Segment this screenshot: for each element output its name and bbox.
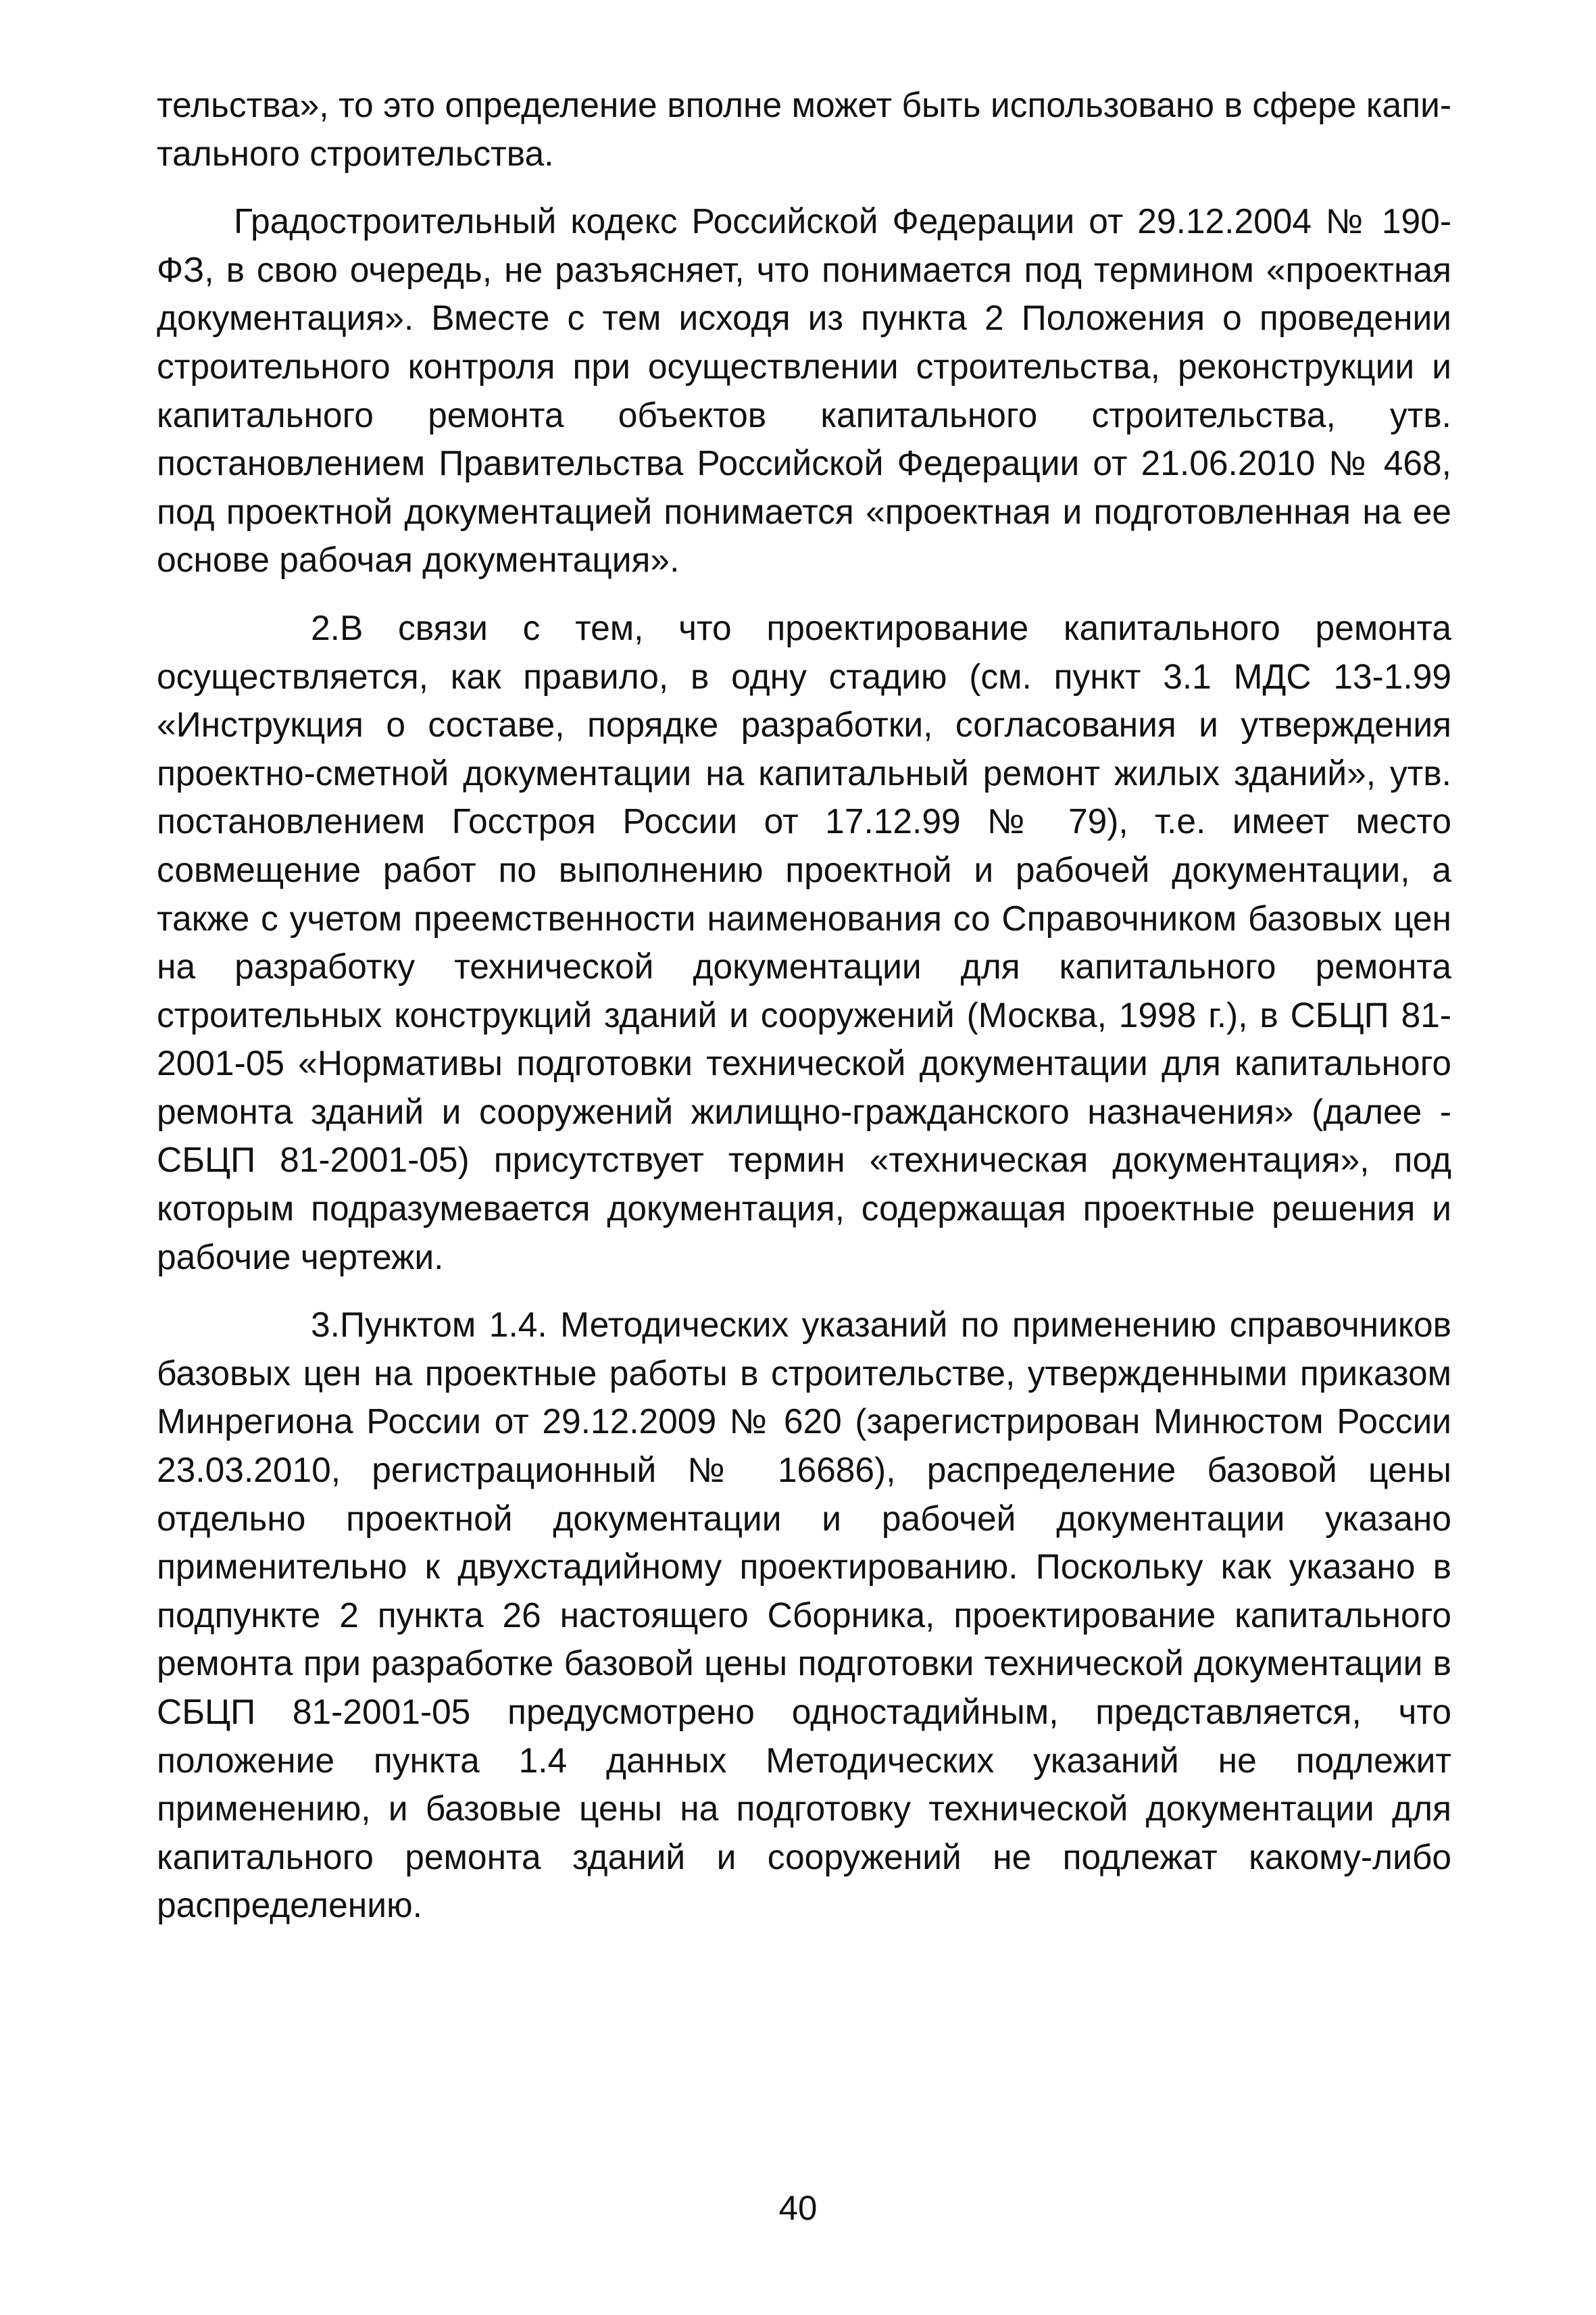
paragraph-text: В связи с тем, что проектирование капитального ремонта осуществляется, как правило, в одну стадию (см. пункт 3.1 МДС 13-1.99 «Инструкция о составе, порядке разработки, согласования и утверждения проектно-сметной документации на капитальный ремонт жилых зданий», утв. постановлением Госстроя России от 17.12.99 № 79), т.е. имеет место совмещение работ по выполнению проектной и рабочей документации, а также с учетом преемственности наименования со Справочником базовых цен на разработку технической документации для капитального ремонта строительных конструкций зданий и сооружений (Москва, 1998 г.), в СБЦП 81-2001-05 «Нормативы подготовки технической документации для капитального ремонта зданий и сооружений жилищно-гражданского назначения» (далее - СБЦП 81-2001-05) присутствует термин «техническая документация», под которым подразумевается документация, содержащая проектные решения и рабочие чертежи. [157,607,1451,1276]
paragraph-text: тельства», то это определение вполне может быть использовано в сфере капитального строительства. [157,85,1451,173]
paragraph-continuation [157,81,1451,178]
body-text [157,81,1451,1949]
paragraph-text: Градостроительный кодекс Российской Федерации от 29.12.2004 № 190-ФЗ, в свою очередь, не разъясняет, что понимается под термином «проектная документация». Вместе с тем исходя из пункта 2 Положения о проведении строительного контроля при осуществлении строительства, реконструкции и капитального ремонта объектов капитального строительства, утв. постановлением Правительства Российской Федерации от 21.06.2010 № 468, под проектной документацией понимается «проектная и подготовленная на ее основе рабочая документация». [157,201,1451,580]
paragraph-3 [157,1301,1451,1930]
paragraph-1 [157,197,1451,584]
paragraph-number: 3. [311,1305,340,1345]
paragraph-2 [157,604,1451,1281]
paragraph-number: 2. [311,607,340,647]
page-number: 40 [778,2189,818,2227]
paragraph-text: Пунктом 1.4. Методических указаний по применению справочников базовых цен на проектные работы в строительстве, утвержденными приказом Минрегиона России от 29.12.2009 № 620 (зарегистрирован Минюстом России 23.03.2010, регистрационный № 16686), распределение базовой цены отдельно проектной документации и рабочей документации указано применительно к двухстадийному проектированию. Поскольку как указано в подпункте 2 пункта 26 настоящего Сборника, проектирование капитального ремонта при разработке базовой цены подготовки технической документации в СБЦП 81-2001-05 предусмотрено одностадийным, представляется, что положение пункта 1.4 данных Методических указаний не подлежит применению, и базовые цены на подготовку технической документации для капитального ремонта зданий и сооружений не подлежат какому-либо распределению. [157,1305,1451,1925]
